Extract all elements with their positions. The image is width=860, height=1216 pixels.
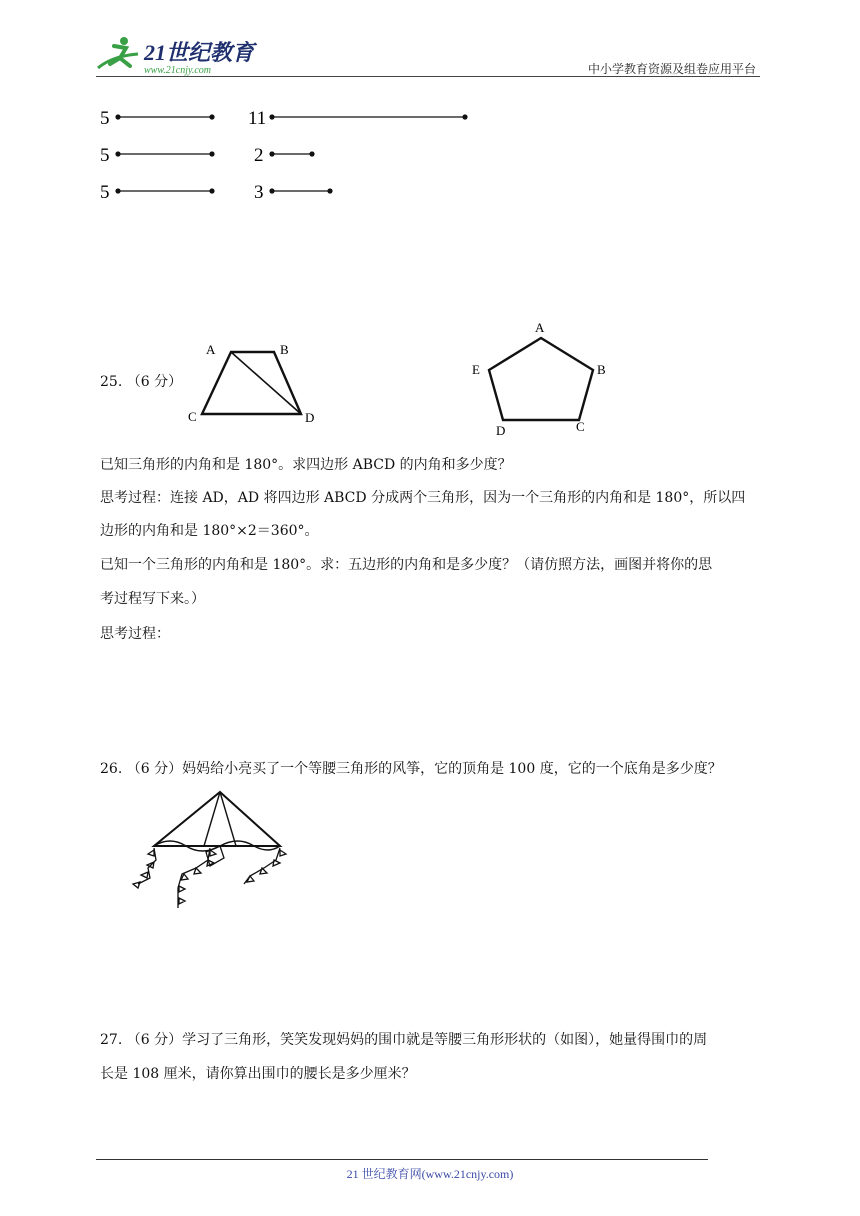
segment-endpoint bbox=[209, 188, 214, 193]
q25-score: （6 分） bbox=[126, 374, 183, 390]
quadrilateral-figure bbox=[180, 336, 330, 430]
q25-line-3: 边形的内角和是 180°×2＝360°。 bbox=[100, 523, 319, 539]
segment-left-label: 5 bbox=[100, 145, 110, 166]
segment-right-label: 2 bbox=[254, 145, 264, 166]
q25-number: 25. bbox=[100, 374, 123, 390]
vertex-label-a: A bbox=[206, 342, 216, 357]
vertex-label-a: A bbox=[535, 320, 545, 335]
segments-figure bbox=[96, 100, 496, 210]
platform-name: 中小学教育资源及组卷应用平台 bbox=[587, 62, 756, 76]
logo-text: 21世纪教育 bbox=[144, 40, 255, 65]
vertex-label-b: B bbox=[280, 342, 289, 357]
q26-number: 26. bbox=[100, 761, 123, 777]
segment-endpoint bbox=[209, 114, 214, 119]
q27-text-1 bbox=[100, 1030, 707, 1050]
segment-endpoint bbox=[327, 188, 332, 193]
segment-endpoint bbox=[115, 151, 120, 156]
q25-line-4: 已知一个三角形的内角和是 180°。求：五边形的内角和是多少度？（请仿照方法，画图并将你的思 bbox=[100, 557, 713, 573]
q25-line-2: 思考过程：连接 AD，AD 将四边形 ABCD 分成两个三角形，因为一个三角形的内角和是 180°，所以四 bbox=[100, 490, 746, 506]
diagonal-ad bbox=[231, 352, 301, 414]
pentagon-figure bbox=[466, 318, 626, 442]
vertex-label-c: C bbox=[576, 419, 585, 434]
kite-tail bbox=[133, 848, 156, 888]
q25-line-6: 思考过程： bbox=[100, 626, 170, 642]
segment-endpoint bbox=[309, 151, 314, 156]
kite-tail bbox=[178, 848, 216, 908]
pentagon-shape bbox=[489, 338, 593, 420]
vertex-label-b: B bbox=[597, 362, 606, 377]
segment-right-label: 3 bbox=[254, 182, 264, 203]
segment-endpoint bbox=[269, 151, 274, 156]
header-divider bbox=[96, 76, 760, 77]
segment-endpoint bbox=[115, 188, 120, 193]
q27-number: 27. bbox=[100, 1032, 123, 1048]
quadrilateral-shape bbox=[202, 352, 301, 414]
logo bbox=[94, 34, 264, 76]
kite-tail bbox=[244, 848, 286, 884]
vertex-label-d: D bbox=[305, 410, 315, 425]
q25-line-1: 已知三角形的内角和是 180°。求四边形 ABCD 的内角和多少度？ bbox=[100, 457, 512, 473]
kite-figure bbox=[124, 788, 294, 918]
q27-question: （6 分）学习了三角形，笑笑发现妈妈的围巾就是等腰三角形形状的（如图），她量得围巾的周 bbox=[126, 1032, 708, 1048]
vertex-label-e: E bbox=[472, 362, 480, 377]
logo-url: www.21cnjy.com bbox=[144, 65, 212, 76]
kite-spar bbox=[204, 792, 220, 846]
segment-right-label: 11 bbox=[248, 108, 267, 129]
footer-divider bbox=[96, 1159, 708, 1160]
footer-link[interactable]: 21 世纪教育网(www.21cnjy.com) bbox=[346, 1167, 514, 1181]
q25-line-5: 考过程写下来。） bbox=[100, 591, 205, 607]
q26-text bbox=[100, 759, 722, 779]
q27-text-2: 长是 108 厘米，请你算出围巾的腰长是多少厘米？ bbox=[100, 1066, 416, 1082]
segment-endpoint bbox=[209, 151, 214, 156]
segment-endpoint bbox=[269, 114, 274, 119]
segment-endpoint bbox=[115, 114, 120, 119]
vertex-label-d: D bbox=[496, 423, 506, 438]
vertex-label-c: C bbox=[188, 409, 197, 424]
segment-endpoint bbox=[462, 114, 467, 119]
q26-question: （6 分）妈妈给小亮买了一个等腰三角形的风筝，它的顶角是 100 度，它的一个底角是多少度？ bbox=[126, 761, 722, 777]
segment-left-label: 5 bbox=[100, 182, 110, 203]
segment-endpoint bbox=[269, 188, 274, 193]
runner-logo-icon bbox=[94, 34, 264, 76]
segment-left-label: 5 bbox=[100, 108, 110, 129]
q25-heading bbox=[100, 372, 182, 392]
